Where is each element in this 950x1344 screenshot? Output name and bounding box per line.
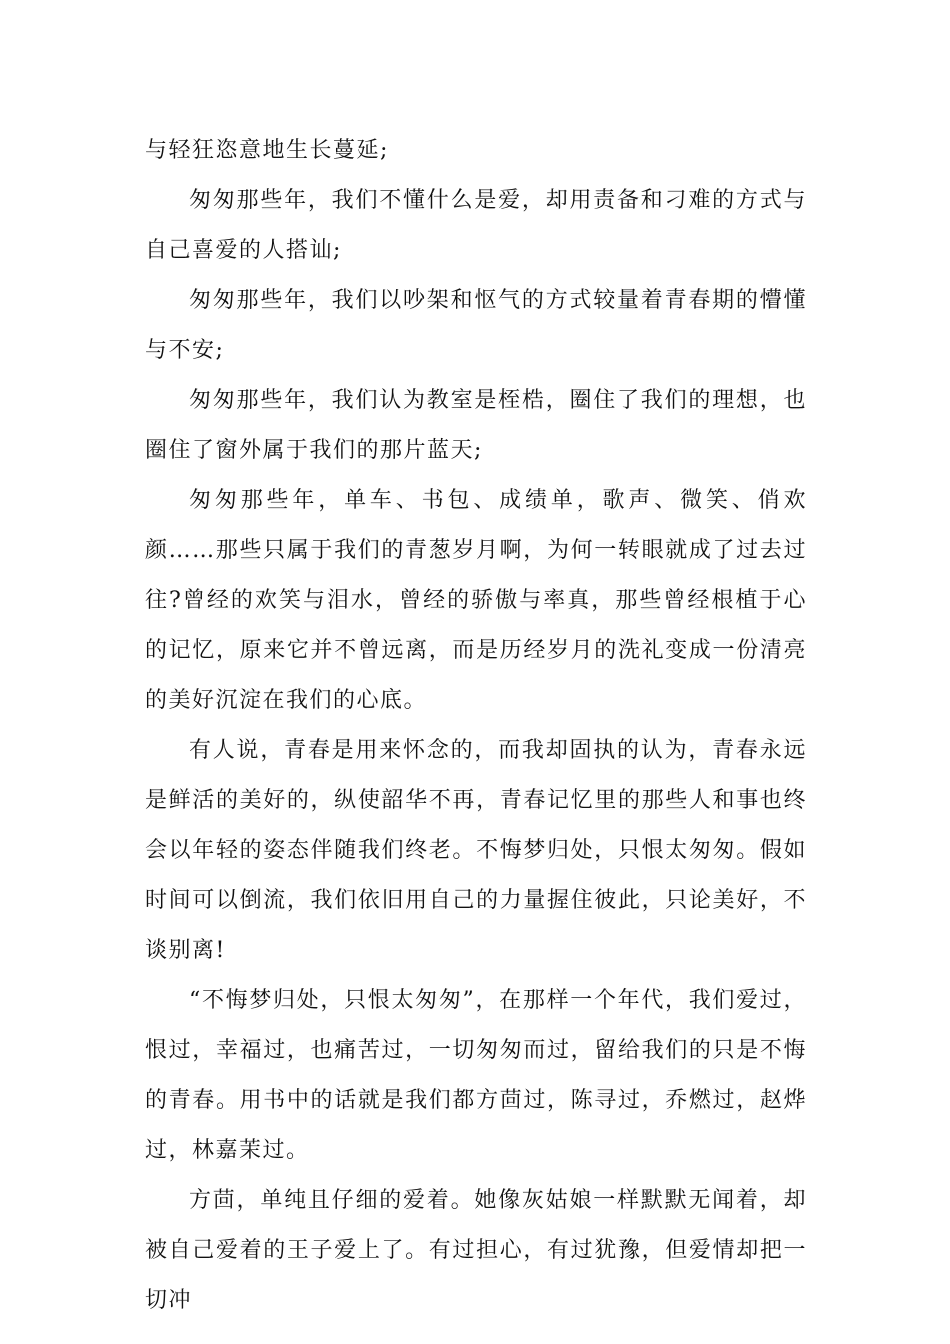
- paragraph: 方茴，单纯且仔细的爱着。她像灰姑娘一样默默无闻着，却被自己爱着的王子爱上了。有过担心，有过犹豫，但爱情却把一切冲: [145, 1188, 807, 1313]
- paragraph: 匆匆那些年，我们认为教室是桎梏，圈住了我们的理想，也圈住了窗外属于我们的那片蓝天;: [145, 388, 807, 463]
- paragraph: 有人说，青春是用来怀念的，而我却固执的认为，青春永远是鲜活的美好的，纵使韶华不再，青春记忆里的那些人和事也终会以年轻的姿态伴随我们终老。不悔梦归处，只恨太匆匆。假如时间可以倒流，我们依旧用自己的力量握住彼此，只论美好，不谈别离!: [145, 738, 807, 963]
- paragraph: 匆匆那些年，单车、书包、成绩单，歌声、微笑、俏欢颜……那些只属于我们的青葱岁月啊，为何一转眼就成了过去过往?曾经的欢笑与泪水，曾经的骄傲与率真，那些曾经根植于心的记忆，原来它并不曾远离，而是历经岁月的洗礼变成一份清亮的美好沉淀在我们的心底。: [145, 488, 807, 713]
- paragraph: “不悔梦归处，只恨太匆匆”，在那样一个年代，我们爱过，恨过，幸福过，也痛苦过，一切匆匆而过，留给我们的只是不悔的青春。用书中的话就是我们都方茴过，陈寻过，乔燃过，赵烨过，林嘉茉过。: [145, 988, 807, 1163]
- paragraph: 与轻狂恣意地生长蔓延;: [145, 138, 389, 163]
- document-body: [145, 126, 807, 1326]
- paragraph: 匆匆那些年，我们以吵架和怄气的方式较量着青春期的懵懂与不安;: [145, 288, 807, 363]
- paragraph: 匆匆那些年，我们不懂什么是爱，却用责备和刁难的方式与自己喜爱的人搭讪;: [145, 188, 807, 263]
